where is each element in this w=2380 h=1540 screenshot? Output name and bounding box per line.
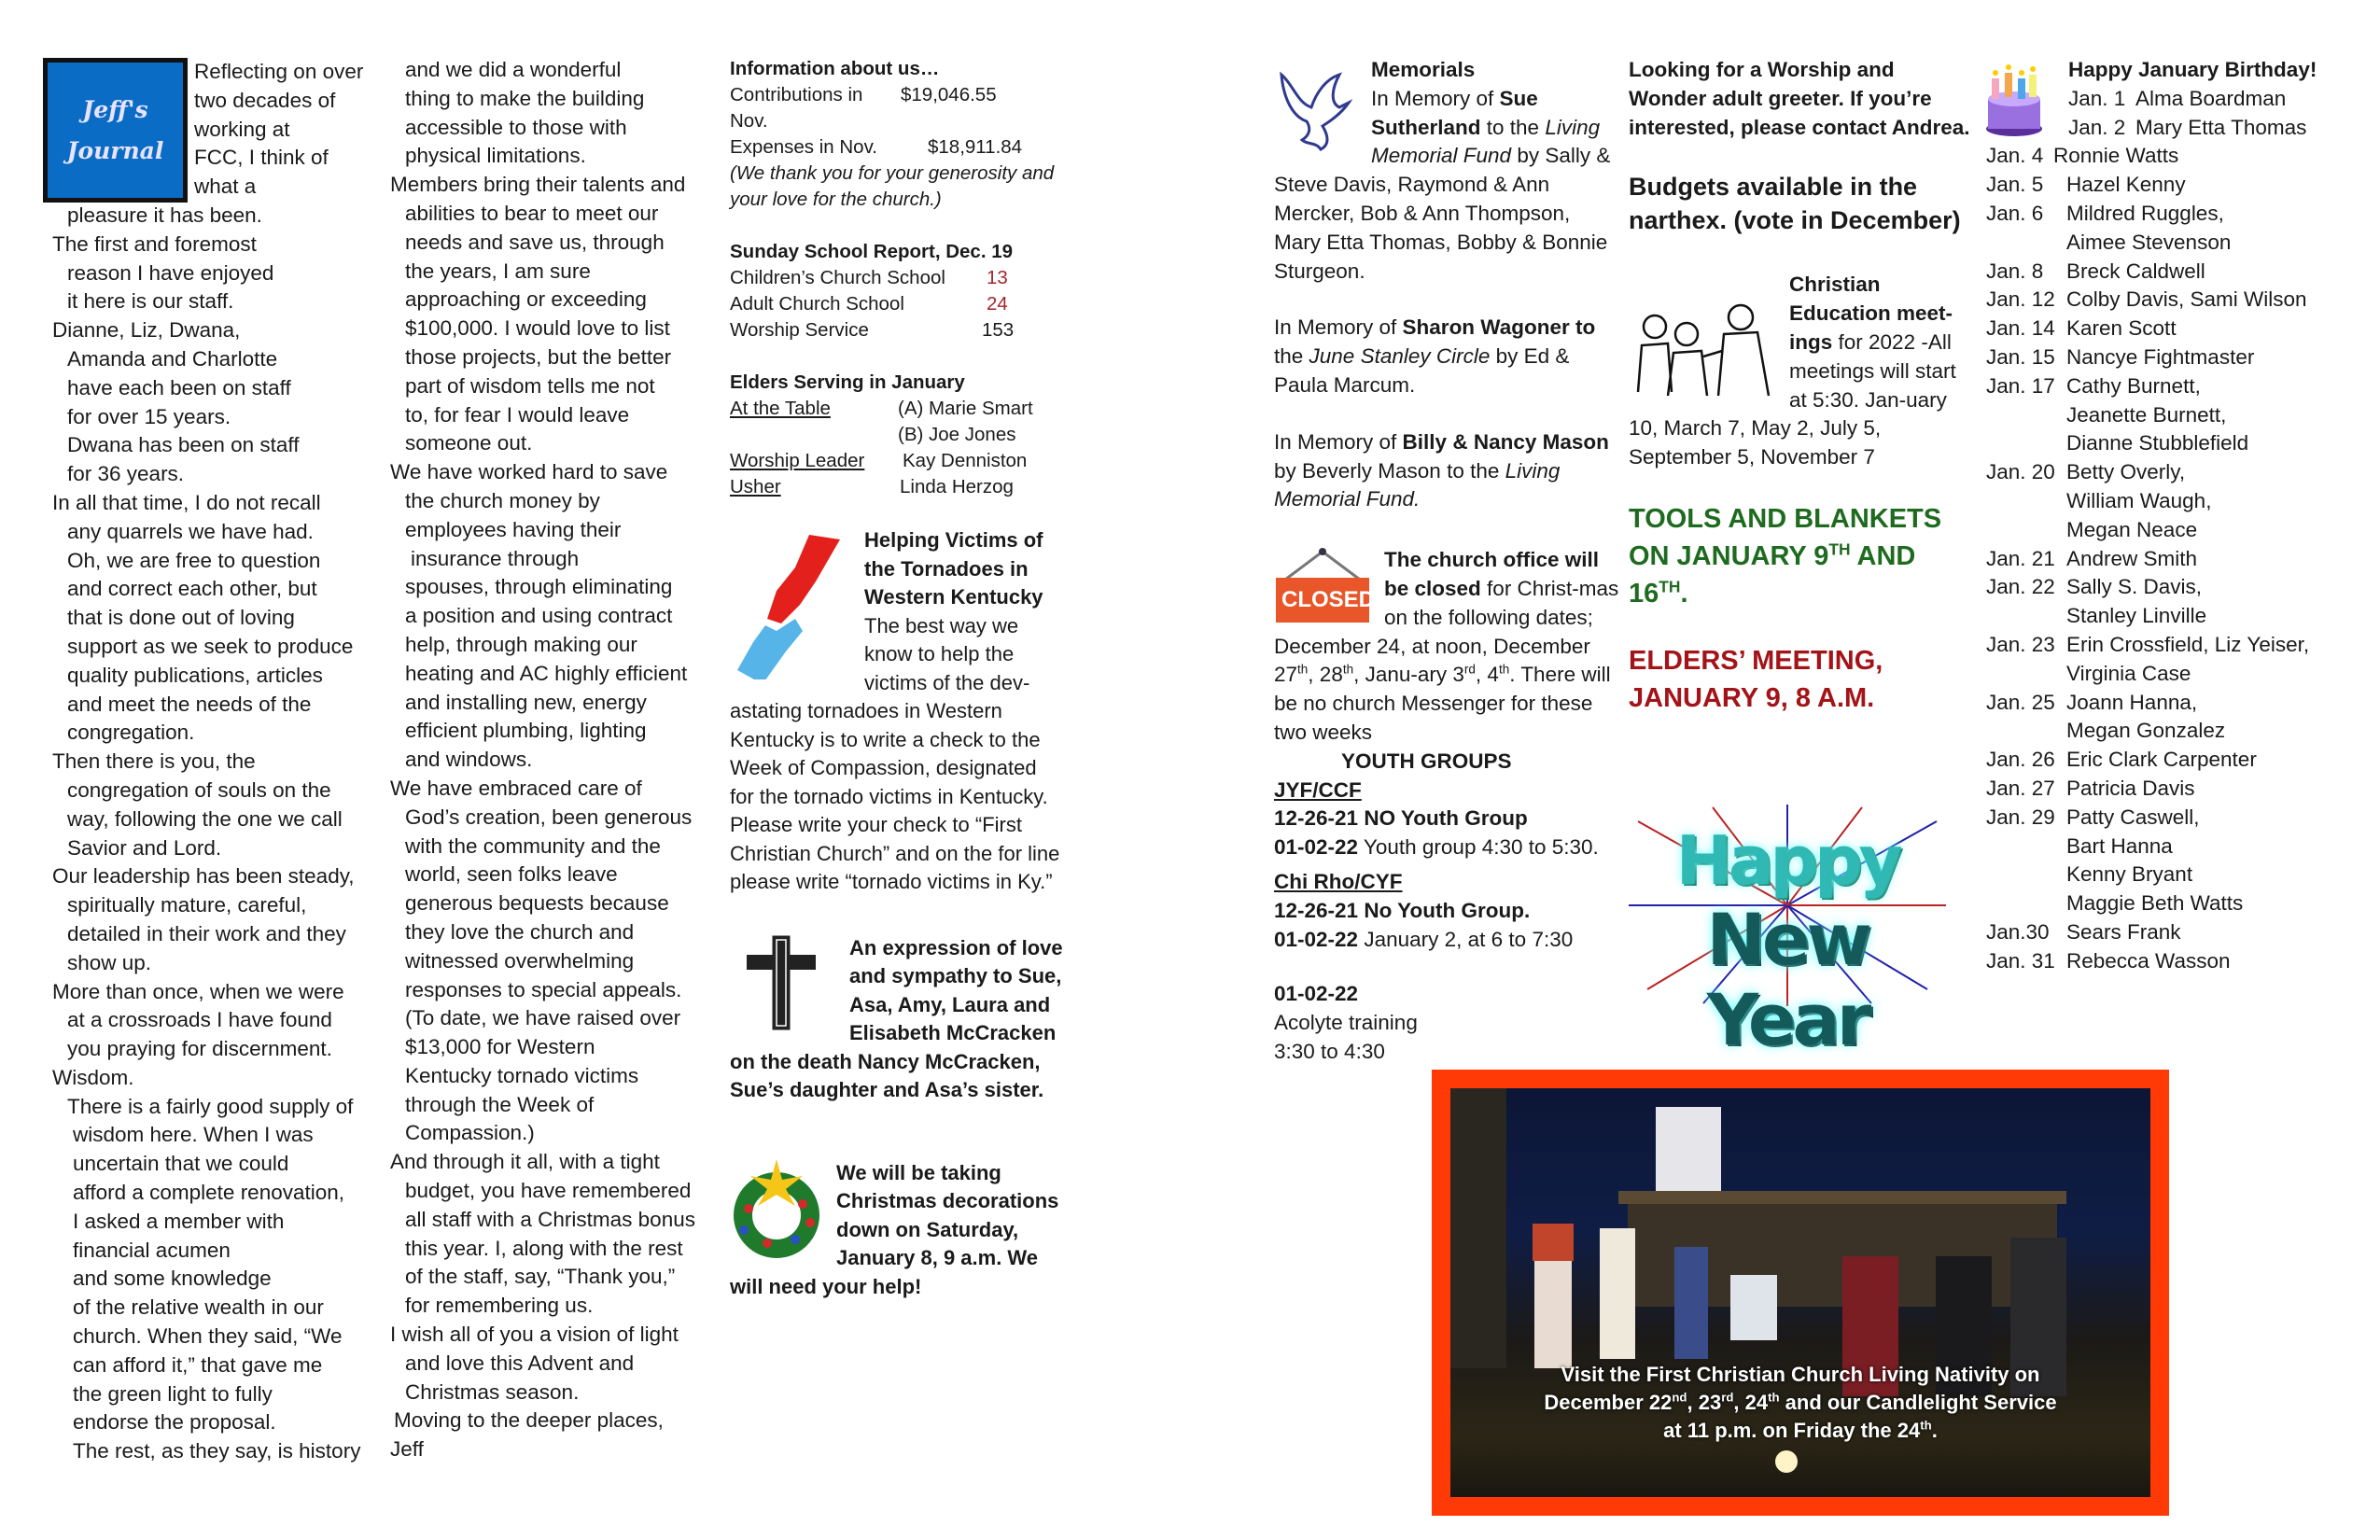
new-year-line-2: New Year xyxy=(1706,898,1869,1061)
journal-line: physical limitations. xyxy=(405,144,586,168)
youth-heading: YOUTH GROUPS xyxy=(1341,749,1512,773)
birthday-name: Aimee Stevenson xyxy=(2066,230,2232,254)
memorials-heading: Memorials xyxy=(1371,58,1476,81)
journal-line: heating and AC highly efficient xyxy=(405,661,688,685)
birthday-row xyxy=(1986,545,2359,574)
journal-line: budget, you have remembered xyxy=(405,1179,692,1203)
birthday-date xyxy=(1986,487,2066,516)
memorial-2: In Memory of Sharon Wagoner to the June Stanley Circle by Ed & Paula Marcum. xyxy=(1274,315,1596,397)
journal-line: a position and using contract xyxy=(405,604,673,628)
journal-line: those projects, but the better xyxy=(405,344,672,369)
elders-serving xyxy=(730,370,1066,500)
journal-line: and correct each other, but xyxy=(67,577,317,601)
birthday-date: Jan. 4 xyxy=(1986,144,2044,168)
journal-line: Amanda and Charlotte xyxy=(67,346,278,371)
journal-line: efficient plumbing, lighting xyxy=(405,719,647,743)
birthday-name: Hazel Kenny xyxy=(2066,173,2186,197)
birthday-row xyxy=(1986,746,2359,775)
birthday-name: Mildred Ruggles, xyxy=(2066,201,2224,225)
journal-column-1 xyxy=(52,58,388,1466)
birthday-name: Virginia Case xyxy=(2066,661,2191,685)
journal-line: the green light to fully xyxy=(73,1381,273,1406)
birthday-row xyxy=(1986,315,2359,343)
birthday-row xyxy=(1986,401,2359,430)
info-section xyxy=(730,56,1066,213)
birthday-row xyxy=(1986,775,2359,804)
birthday-date: Jan. 20 xyxy=(1986,460,2055,484)
birthday-date: Jan. 15 xyxy=(1986,344,2055,369)
birthday-cake-icon xyxy=(1984,56,2044,140)
birthday-date xyxy=(1986,717,2066,746)
birthday-name: Colby Davis, Sami Wilson xyxy=(2066,287,2307,312)
birthday-row xyxy=(1986,200,2359,229)
journal-line: In all that time, I do not recall xyxy=(52,490,321,514)
journal-line: wisdom here. When I was xyxy=(73,1123,314,1147)
journal-line: responses to special appeals. xyxy=(405,977,682,1001)
birthday-name: Patricia Davis xyxy=(2066,776,2195,800)
journal-line: for remembering us. xyxy=(405,1294,594,1318)
journal-line: and some knowledge xyxy=(73,1267,272,1291)
helping-hands-icon xyxy=(730,530,851,679)
birthday-date: Jan. 22 xyxy=(1986,575,2055,599)
birthdays-heading: Happy January Birthday! xyxy=(2068,58,2317,81)
birthday-name: Breck Caldwell xyxy=(2066,259,2205,283)
journal-line: (To date, we have raised over xyxy=(405,1006,681,1030)
journal-line: quality publications, articles xyxy=(67,663,323,687)
closed-sign-text: CLOSED xyxy=(1281,587,1376,613)
happy-new-year-graphic xyxy=(1619,803,1955,1061)
birthday-date xyxy=(1986,516,2066,545)
birthday-row xyxy=(1986,631,2359,660)
youth-groups: YOUTH GROUPS JYF/CCF 12-26-21 NO Youth Group 01-02-22 Youth group 4:30 to 5:30. Chi Rho/CYF 12-26-21 No Youth Group. 01-02-22 January 2, at 6 to 7:30 01-02-22 Acolyte training 3:30 to 4:30 xyxy=(1274,748,1619,1067)
ss-row-value: 153 xyxy=(982,319,1015,341)
memorials-section xyxy=(1274,56,1619,286)
birthday-date: Jan. 8 xyxy=(1986,259,2044,283)
acolyte-date: 01-02-22 xyxy=(1274,982,1359,1006)
journal-line: Wisdom. xyxy=(52,1065,134,1089)
journal-line: Savior and Lord. xyxy=(67,835,222,860)
birthday-date: Jan. 14 xyxy=(1986,316,2055,341)
birthday-row xyxy=(2068,85,2359,114)
journal-line: Reflecting on over xyxy=(194,60,364,83)
decorations-section xyxy=(730,1159,1066,1302)
elder-b: (B) Joe Jones xyxy=(898,424,1016,445)
birthday-name: Joann Hanna, xyxy=(2066,690,2198,714)
birthday-date xyxy=(1986,401,2066,430)
birthday-row xyxy=(1986,516,2359,545)
journal-line: congregation of souls on the xyxy=(67,777,331,802)
journal-line: that is done out of loving xyxy=(67,606,295,630)
birthday-row xyxy=(1986,861,2359,889)
journal-line: world, seen folks leave xyxy=(405,862,618,887)
birthday-date: Jan. 12 xyxy=(1986,287,2055,312)
journal-line: accessible to those with xyxy=(405,115,627,139)
ss-row-value: 24 xyxy=(987,293,1008,315)
birthday-date: Jan. 26 xyxy=(1986,748,2055,772)
thanks-note: (We thank you for your generosity and your love for the church.) xyxy=(730,162,1055,210)
journal-line: Members bring their talents and xyxy=(390,173,686,197)
journal-line: through the Week of xyxy=(405,1092,595,1116)
memorial-1: In Memory of Sue Sutherland to the Living Memorial Fund by Sally & Steve Davis, Raymond & Ann Mercker, Bob & Ann Thompson, Mary Etta Thomas, Bobby & Bonnie Sturgeon. xyxy=(1274,86,1611,283)
birthday-date: Jan. 23 xyxy=(1986,632,2055,656)
birthday-row xyxy=(1986,343,2359,372)
journal-line: Christmas season. xyxy=(405,1379,580,1404)
journal-line: they love the church and xyxy=(405,919,635,944)
tornado-body: The best way we know to help the victims of the dev-astating tornadoes in Western Kentucky is to write a check to the Week of Compassion, designated for the tornado victims in Kentucky. Please write your check to “First Christian Church” and on the for line please write “tornado victims in Ky.” xyxy=(730,613,1060,893)
journal-line: abilities to bear to meet our xyxy=(405,201,659,225)
journal-line: afford a complete renovation, xyxy=(73,1181,345,1205)
journal-line: There is a fairly good supply of xyxy=(67,1094,354,1118)
journal-line: FCC, I think of xyxy=(194,146,329,170)
birthday-row xyxy=(1986,229,2359,258)
living-nativity-photo xyxy=(1432,1070,2169,1516)
disciples-illustration-icon xyxy=(1629,299,1778,401)
journal-line: The rest, as they say, is history xyxy=(73,1439,361,1463)
journal-line: someone out. xyxy=(405,431,533,455)
journal-line: pleasure it has been. xyxy=(67,203,262,227)
birthday-name: William Waugh, xyxy=(2066,488,2212,512)
sympathy-section xyxy=(730,934,1066,1105)
ss-row-value: 13 xyxy=(987,267,1008,288)
journal-line: and installing new, energy xyxy=(405,690,647,714)
birthday-date: Jan. 6 xyxy=(1986,201,2044,225)
birthday-date: Jan. 5 xyxy=(1986,173,2044,197)
journal-line: detailed in their work and they xyxy=(67,921,346,945)
birthday-date: Jan.30 xyxy=(1986,919,2050,944)
journal-line: I wish all of you a vision of light xyxy=(390,1323,679,1347)
journal-line: can afford it,” that gave me xyxy=(73,1352,323,1377)
birthday-date: Jan. 25 xyxy=(1986,690,2055,714)
birthday-row xyxy=(2068,114,2359,143)
birthday-row xyxy=(1986,458,2359,487)
journal-line: Jeff xyxy=(390,1437,424,1462)
journal-line: to, for fear I would leave xyxy=(405,402,630,427)
info-heading: Information about us… xyxy=(730,58,940,79)
birthday-date xyxy=(1986,229,2066,258)
contributions-label: Contributions in Nov. xyxy=(730,84,863,132)
ss-row-label: Children’s Church School xyxy=(730,267,945,288)
birthday-name: Jeanette Burnett, xyxy=(2066,402,2227,427)
sunday-school-heading: Sunday School Report, Dec. 19 xyxy=(730,241,1014,262)
birthday-name: Sears Frank xyxy=(2066,919,2181,944)
birthday-date: Jan. 31 xyxy=(1986,948,2055,973)
journal-line: approaching or exceeding xyxy=(405,287,647,312)
birthday-row xyxy=(1986,286,2359,315)
journal-line: of the staff, say, “Thank you,” xyxy=(405,1265,676,1289)
journal-line: Our leadership has been steady, xyxy=(52,864,355,889)
usher-label: Usher xyxy=(730,476,781,497)
journal-line: at a crossroads I have found xyxy=(67,1008,332,1032)
journal-line: The first and foremost xyxy=(52,231,257,256)
birthday-name: Andrew Smith xyxy=(2066,546,2198,570)
birthdays-column xyxy=(1986,56,2359,976)
journal-line: employees having their xyxy=(405,517,622,541)
journal-line: And through it all, with a tight xyxy=(390,1150,660,1174)
birthday-name: Karen Scott xyxy=(2066,316,2177,341)
christian-ed-section: Christian Education meet-ings for 2022 -All meetings will start at 5:30. Jan-uary 10, March 7, May 2, July 5, September 5, November 7 xyxy=(1629,273,1956,469)
tools-blankets-notice: TOOLS AND BLANKETS ON JANUARY 9TH AND 16TH. xyxy=(1629,503,1942,609)
journal-line: help, through making our xyxy=(405,632,637,656)
birthday-row xyxy=(1986,947,2359,976)
journal-line: thing to make the building xyxy=(405,86,645,110)
acolyte-line-1: Acolyte training xyxy=(1274,1011,1418,1035)
greeter-notice: Looking for a Worship and Wonder adult greeter. If you’re interested, please contact Andrea. xyxy=(1629,58,1970,139)
birthday-name: Sally S. Davis, xyxy=(2066,575,2203,599)
birthday-date: Jan. 29 xyxy=(1986,805,2055,829)
birthday-date xyxy=(1986,660,2066,689)
birthday-date xyxy=(1986,602,2066,631)
elder-a: (A) Marie Smart xyxy=(898,398,1033,419)
journal-line: Moving to the deeper places, xyxy=(394,1408,664,1433)
journal-line: the church money by xyxy=(405,488,600,512)
birthday-row xyxy=(1986,372,2359,401)
birthday-row xyxy=(1986,487,2359,516)
journal-line: show up. xyxy=(67,950,152,974)
journal-line: you praying for discernment. xyxy=(67,1037,332,1061)
elders-heading: Elders Serving in January xyxy=(730,371,965,393)
birthday-name: Megan Neace xyxy=(2066,517,2198,541)
birthday-name: Mary Etta Thomas xyxy=(2135,115,2307,139)
journal-line: it here is our staff. xyxy=(67,289,234,314)
birthday-date: Jan. 21 xyxy=(1986,546,2055,570)
dove-icon xyxy=(1274,56,1358,159)
birthday-row xyxy=(1986,804,2359,833)
journal-line: and we did a wonderful xyxy=(405,58,622,81)
birthday-date xyxy=(1986,861,2066,889)
journal-line: support as we seek to produce xyxy=(67,634,354,658)
birthday-name: Rebecca Wasson xyxy=(2066,948,2231,973)
journal-line: all staff with a Christmas bonus xyxy=(405,1207,695,1231)
expenses-label: Expenses in Nov. xyxy=(730,136,878,158)
closed-sign-icon xyxy=(1274,546,1376,630)
birthday-row xyxy=(1986,258,2359,287)
journal-line: spouses, through eliminating xyxy=(405,575,673,599)
journal-line: for 36 years. xyxy=(67,462,185,486)
journal-line: insurance through xyxy=(411,546,580,570)
birthday-name: Eric Clark Carpenter xyxy=(2066,748,2257,772)
youth-group-jyf: JYF/CCF xyxy=(1274,777,1362,802)
wreath-icon xyxy=(730,1157,823,1260)
journal-line: and love this Advent and xyxy=(405,1351,635,1375)
journal-line: Oh, we are free to question xyxy=(67,548,321,572)
birthday-date: Jan. 17 xyxy=(1986,373,2055,398)
journal-line: We have embraced care of xyxy=(390,776,642,800)
birthday-row xyxy=(1986,171,2359,200)
birthday-name: Bart Hanna xyxy=(2066,833,2173,858)
journal-line: this year. I, along with the rest xyxy=(405,1236,683,1260)
journal-line: needs and save us, through xyxy=(405,230,665,254)
journal-column-2 xyxy=(390,56,726,1464)
birthday-row xyxy=(1986,689,2359,718)
birthday-date: Jan. 27 xyxy=(1986,776,2055,800)
birthday-date xyxy=(1986,833,2066,861)
journal-line: We have worked hard to save xyxy=(390,460,668,484)
ss-row-label: Adult Church School xyxy=(730,293,904,315)
birthday-date xyxy=(1986,429,2066,458)
logo-line-1: Jeff's xyxy=(82,95,148,123)
usher: Linda Herzog xyxy=(900,476,1014,497)
journal-line: Dwana has been on staff xyxy=(67,433,300,457)
birthday-name: Dianne Stubblefield xyxy=(2066,431,2249,455)
tornado-section xyxy=(730,526,1066,897)
birthday-name: Maggie Beth Watts xyxy=(2066,891,2244,916)
journal-line: generous bequests because xyxy=(405,891,669,916)
memorial-3: In Memory of Billy & Nancy Mason by Beverly Mason to the Living Memorial Fund. xyxy=(1274,429,1609,511)
memorials-column xyxy=(1274,56,1619,1067)
journal-line: God’s creation, been generous xyxy=(405,805,693,829)
expenses-value: $18,911.84 xyxy=(928,136,1023,158)
birthday-date: Jan. 1 xyxy=(2068,86,2126,110)
journal-line: working at xyxy=(194,117,290,141)
journal-line: $13,000 for Western xyxy=(405,1035,595,1059)
journal-line: witnessed overwhelming xyxy=(405,948,635,973)
elders-meeting-notice: ELDERS’ MEETING, JANUARY 9, 8 A.M. xyxy=(1629,645,1883,713)
birthday-row xyxy=(1986,142,2359,171)
journal-line: what a xyxy=(194,175,257,199)
sunday-school-report xyxy=(730,239,1066,343)
birthday-name: Kenny Bryant xyxy=(2066,862,2193,887)
journal-line: endorse the proposal. xyxy=(73,1410,276,1435)
journal-line: and meet the needs of the xyxy=(67,692,312,716)
journal-line: spiritually mature, careful, xyxy=(67,893,307,917)
at-table-label: At the Table xyxy=(730,398,831,419)
journal-line: way, following the one we call xyxy=(67,806,343,831)
journal-line: two decades of xyxy=(194,88,336,112)
cross-icon xyxy=(743,934,836,1032)
birthday-name: Cathy Burnett, xyxy=(2066,373,2201,398)
logo-line-2: Journal xyxy=(66,136,164,164)
journal-line: the years, I am sure xyxy=(405,259,591,283)
birthday-name: Nancye Fightmaster xyxy=(2066,344,2255,369)
announcements-column xyxy=(1629,56,1974,717)
birthday-row xyxy=(1986,889,2359,918)
journal-line: Dianne, Liz, Dwana, xyxy=(52,318,241,343)
journal-line: More than once, when we were xyxy=(52,979,344,1003)
journal-line: church. When they said, “We xyxy=(73,1324,343,1349)
journal-line: reason I have enjoyed xyxy=(67,260,274,285)
budgets-notice: Budgets available in the narthex. (vote in December) xyxy=(1629,173,1961,235)
office-closed-section xyxy=(1274,546,1619,748)
birthday-name: Ronnie Watts xyxy=(2053,144,2179,168)
tornado-heading: Helping Victims of the Tornadoes in Western Kentucky xyxy=(864,528,1043,609)
journal-line: financial acumen xyxy=(73,1238,231,1262)
birthday-name: Betty Overly, xyxy=(2066,460,2186,484)
journal-line: part of wisdom tells me not xyxy=(405,373,655,398)
journal-line: any quarrels we have had. xyxy=(67,519,314,543)
journal-line: Compassion.) xyxy=(405,1121,535,1145)
journal-line: for over 15 years. xyxy=(67,404,231,428)
birthday-row xyxy=(1986,918,2359,947)
office-closed-text: The church office will be closed for Christ-mas on the following dates; December 24, at noon, December 27th, 28th, Janu-ary 3rd, 4th. There will be no church Messenger for these two weeks xyxy=(1274,548,1619,744)
birthday-name: Stanley Linville xyxy=(2066,604,2207,628)
birthday-row xyxy=(1986,602,2359,631)
birthday-date xyxy=(1986,889,2066,918)
info-column xyxy=(730,56,1066,1301)
sympathy-text: An expression of love and sympathy to Sue, Asa, Amy, Laura and Elisabeth McCracken on the death Nancy McCracken, Sue’s daughter and Asa’s sister. xyxy=(730,935,1063,1101)
worship-leader-label: Worship Leader xyxy=(730,450,865,471)
birthday-name: Megan Gonzalez xyxy=(2066,719,2226,743)
youth-group-chirho: Chi Rho/CYF xyxy=(1274,869,1403,893)
birthday-date: Jan. 2 xyxy=(2068,115,2126,139)
journal-line: have each been on staff xyxy=(67,375,291,399)
acolyte-line-2: 3:30 to 4:30 xyxy=(1274,1039,1385,1063)
journal-line: $100,000. I would love to list xyxy=(405,316,670,341)
journal-line: Then there is you, the xyxy=(52,749,256,774)
birthday-row xyxy=(1986,660,2359,689)
nativity-caption: Visit the First Christian Church Living Nativity on December 22nd, 23rd, 24th and our Candlelight Service at 11 p.m. on Friday the 24th. xyxy=(1544,1363,2057,1442)
worship-leader: Kay Denniston xyxy=(903,450,1028,471)
birthday-name: Alma Boardman xyxy=(2135,86,2287,110)
birthday-row xyxy=(1986,573,2359,602)
birthday-name: Erin Crossfield, Liz Yeiser, xyxy=(2066,632,2310,656)
journal-line: Kentucky tornado victims xyxy=(405,1063,639,1087)
birthday-row xyxy=(1986,833,2359,861)
birthday-row xyxy=(1986,717,2359,746)
decorations-text: We will be taking Christmas decorations down on Saturday, January 8, 9 a.m. We will need your help! xyxy=(730,1160,1059,1298)
ss-row-label: Worship Service xyxy=(730,319,869,341)
journal-line: and windows. xyxy=(405,748,533,772)
new-year-line-1: Happy xyxy=(1675,821,1899,900)
birthday-row xyxy=(1986,429,2359,458)
journal-line: of the relative wealth in our xyxy=(73,1295,324,1320)
birthday-name: Patty Caswell, xyxy=(2066,805,2200,829)
journal-line: I asked a member with xyxy=(73,1209,285,1233)
contributions-value: $19,046.55 xyxy=(901,84,997,105)
journal-line: uncertain that we could xyxy=(73,1152,289,1176)
journal-line: congregation. xyxy=(67,721,195,745)
journal-line: with the community and the xyxy=(405,833,661,858)
